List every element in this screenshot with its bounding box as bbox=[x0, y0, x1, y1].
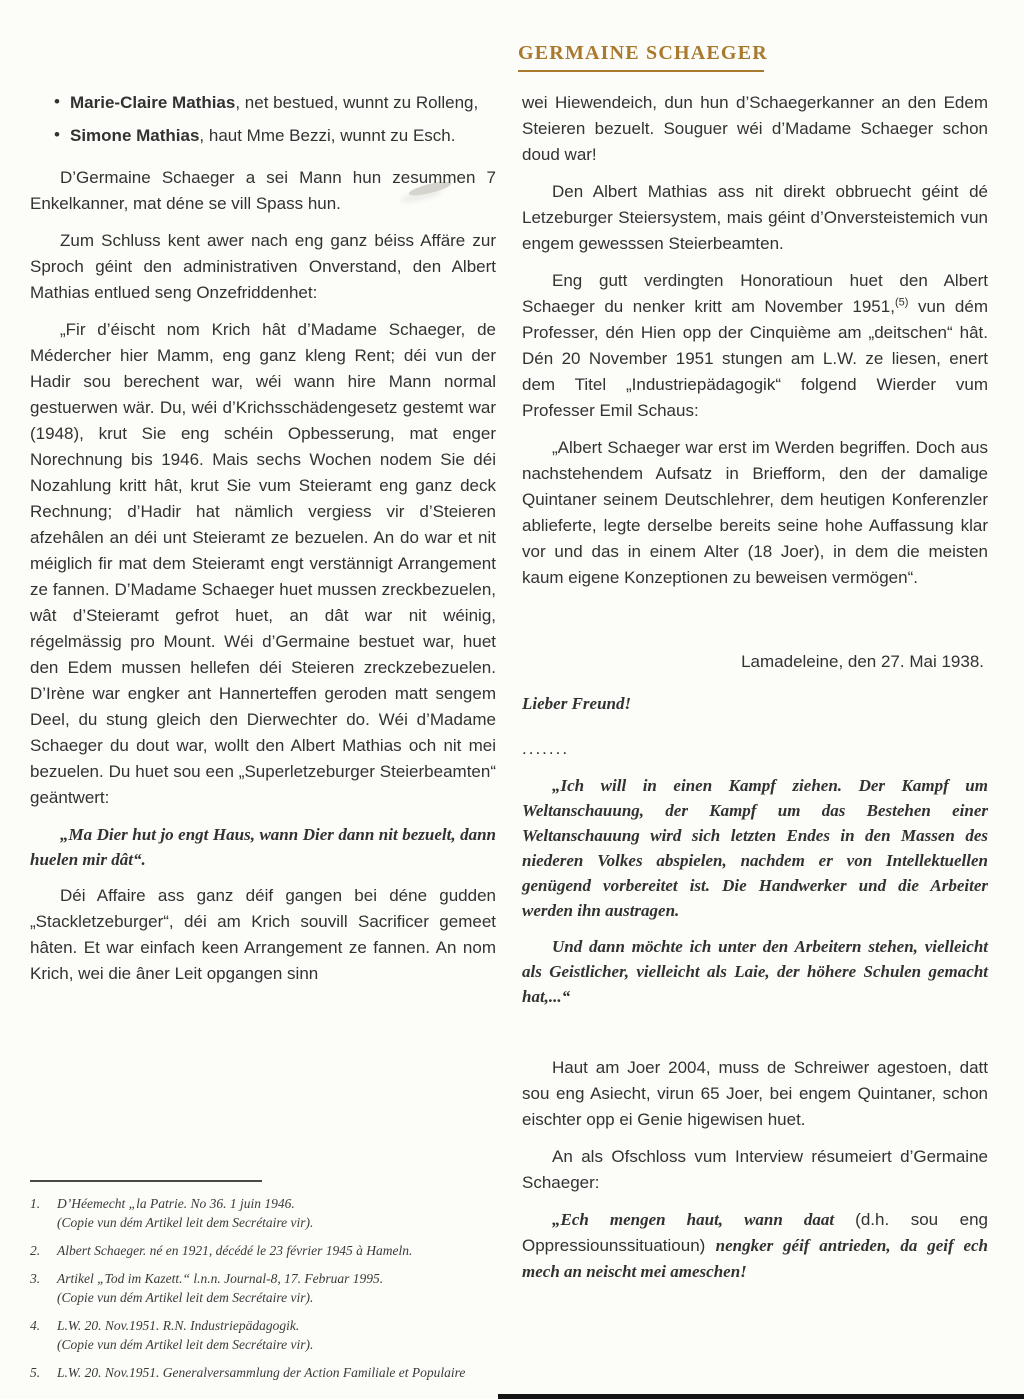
paragraph: „Albert Schaeger war erst im Werden begriffen. Doch aus nachstehendem Aufsatz in Briefform, den der damalige Quintaner seinem Deutschlehrer, dem heutigen Konferenzler ablieferte, legte derselbe bereits seine hohe Auffassung klar vor und das in einem Alter (18 Joer), in dem die meisten kaum eigene Konzeptionen zu beweisen vermögen“. bbox=[522, 438, 988, 587]
quote-text: nengker géif antrieden, da geif ech mech an neischt mei ameschen! bbox=[522, 1236, 988, 1281]
paragraph-text: Eng gutt verdingten Honoratioun huet den Albert Schaeger du nenker kritt am November 1951, bbox=[522, 271, 988, 316]
footnote-body bbox=[57, 1241, 412, 1260]
paragraph: Den Albert Mathias ass nit direkt obbruecht géint dé Letzeburger Steiersystem, mais géint d’Onversteistemich vun engem gewesssen Steierbeamten. bbox=[522, 182, 988, 253]
list-item bbox=[30, 123, 496, 149]
footnote bbox=[30, 1241, 500, 1260]
footnote bbox=[30, 1316, 500, 1354]
person-name: Marie-Claire Mathias bbox=[70, 93, 236, 112]
paragraph bbox=[522, 268, 988, 424]
letter-dateline: Lamadeleine, den 27. Mai 1938. bbox=[741, 652, 984, 671]
list-item bbox=[30, 90, 496, 116]
letter-quote: „Ich will in einen Kampf ziehen. Der Kampf um Weltanschauung, der Kampf um das Bestehen einer Weltanschauung wird sich letzten Endes in den Massen des niederen Volkes abspielen, nachdem er von Intellektuellen genügend vorbereitet ist. Die Handwerker und die Arbeiter werden ihn austragen. bbox=[522, 776, 988, 920]
footnote-divider bbox=[30, 1180, 262, 1182]
footnote-text: Albert Schaeger. né en 1921, décédé le 23 février 1945 à Hameln. bbox=[57, 1243, 413, 1258]
footnote bbox=[30, 1269, 500, 1307]
closing-quote-paragraph bbox=[522, 1207, 988, 1285]
footnote-text: D’Héemecht „la Patrie. No 36. 1 juin 1946. bbox=[57, 1196, 295, 1211]
footnote-note: (Copie vun dém Artikel leit dem Secrétaire vir). bbox=[57, 1337, 314, 1352]
footnote-body bbox=[57, 1194, 313, 1232]
text-columns bbox=[30, 90, 988, 1296]
paragraph-text: vun dém Professer, dén Hien opp der Cinquième am „deitschen“ hât. Dén 20 November 1951 stungen am L.W. ze liesen, enert dem Titel „Industriepädagogik“ folgend Wierder vum Professer Emil Schaus: bbox=[522, 297, 988, 420]
paragraph: „Fir d’éischt nom Krich hât d’Madame Schaeger, de Médercher hier Mamm, eng ganz kleng Rent; déi vun der Hadir sou berechent war, wéi wann hire Mann normal gestuerwen wär. Du, wéi d’Krichsschädengesetz gestemt war (1948), krut Sie eng schéin Opbesserung, mat enger Norechnung bis 1946. Mais sechs Wochen nodem Sie déi Nozahlung kritt hât, krut Sie vum Steieramt eng ganz deck Rechnung; d’Hadir hat nämlich vergiess vir d’Steieren afzehâlen an déi unt Steieramt ze bezuelen. An do war et nit méiglich fir mat dem Steieramt engt verstännigt Arrangement ze fannen. D’Madame Schaeger huet mussen zreckbezuelen, wât d’Steieramt gefrot huet, an dât war nit wéinig, régelmässig pro Mount. Wéi d’Germaine bestuet war, huet den Edem mussen hellefen déi Steieren zreckzebezuelen. D’Irène war engker ant Hannerteffen geroden matt sengem Deel, du stung gleich den Dierwechter do. Wéi d’Madame Schaeger du dout war, wollt den Albert Mathias och nit mei bezuelen. Du huet sou een „Superletzeburger Steierbeamten“ geäntwert: bbox=[30, 320, 496, 807]
footnotes-section bbox=[30, 1180, 500, 1391]
footnote-text: L.W. 20. Nov.1951. Generalversammlung der Action Familiale et Populaire bbox=[57, 1365, 466, 1380]
daughters-list bbox=[30, 90, 496, 149]
page-edge-line bbox=[498, 1394, 1024, 1399]
footnote-number: 3. bbox=[30, 1271, 41, 1286]
quote-paragraph: „Ma Dier hut jo engt Haus, wann Dier dann nit bezuelt, dann huelen mir dât“. bbox=[30, 825, 496, 869]
footnote-text: L.W. 20. Nov.1951. R.N. Industriepädagogik. bbox=[57, 1318, 300, 1333]
paragraph: An als Ofschloss vum Interview résumeiert d’Germaine Schaeger: bbox=[522, 1147, 988, 1192]
paragraph: D’Germaine Schaeger a sei Mann hun zesummen 7 Enkelkanner, mat déne se vill Spass hun. bbox=[30, 168, 496, 213]
footnote-note: (Copie vun dém Artikel leit dem Secrétaire vir). bbox=[57, 1215, 314, 1230]
footnote-body bbox=[57, 1269, 383, 1307]
footnote-note: (Copie vun dém Artikel leit dem Secrétaire vir). bbox=[57, 1290, 314, 1305]
letter-salutation: Lieber Freund! bbox=[522, 694, 632, 713]
footnote-text: Artikel „Tod im Kazett.“ l.n.n. Journal-8, 17. Februar 1995. bbox=[57, 1271, 384, 1286]
letter-quote: Und dann möchte ich unter den Arbeitern stehen, vielleicht als Geistlicher, vielleicht als Laie, der höhere Schulen gemacht hat,...“ bbox=[522, 937, 988, 1006]
footnote bbox=[30, 1194, 500, 1232]
footnote-body bbox=[57, 1363, 465, 1382]
paragraph: Zum Schluss kent awer nach eng ganz béiss Affäre zur Sproch géint den administrativen Onverstand, den Albert Mathias entlued seng Onzefriddenhet: bbox=[30, 231, 496, 302]
footnote bbox=[30, 1363, 500, 1382]
footnote-reference: (5) bbox=[894, 296, 909, 309]
paragraph: wei Hiewendeich, dun hun d’Schaegerkanner an den Edem Steieren bezuelt. Souguer wéi d’Madame Schaeger schon doud war! bbox=[522, 93, 988, 164]
paragraph: Haut am Joer 2004, muss de Schreiwer agestoen, datt sou eng Asiecht, virun 65 Joer, bei engem Quintaner, schon eischter opp ei Genie higewisen huet. bbox=[522, 1058, 988, 1129]
bullet-icon: • bbox=[54, 92, 60, 111]
quote-text: „Ech mengen haut, wann daat bbox=[552, 1210, 856, 1229]
footnote-number: 1. bbox=[30, 1196, 41, 1211]
person-detail: , net bestued, wunnt zu Rolleng, bbox=[235, 93, 479, 112]
footnote-number: 5. bbox=[30, 1365, 41, 1380]
footnote-number: 2. bbox=[30, 1243, 41, 1258]
letter-ellipsis: ....... bbox=[522, 739, 570, 758]
left-column bbox=[30, 90, 496, 998]
parenthetical-text: (d.h. sou eng Oppressiounssituatioun) bbox=[522, 1210, 988, 1255]
person-name: Simone Mathias bbox=[70, 126, 200, 145]
right-column bbox=[522, 90, 988, 1296]
footnote-body bbox=[57, 1316, 313, 1354]
page-title: GERMAINE SCHAEGER bbox=[518, 42, 764, 72]
paragraph: Déi Affaire ass ganz déif gangen bei déne gudden „Stackletzeburger“, déi am Krich souvill Sacrificer gemeet hâten. Et war einfach keen Arrangement ze fannen. An nom Krich, wei die âner Leit opgangen sinn bbox=[30, 886, 496, 983]
footnote-number: 4. bbox=[30, 1318, 41, 1333]
person-detail: , haut Mme Bezzi, wunnt zu Esch. bbox=[199, 126, 456, 145]
bullet-icon: • bbox=[54, 125, 60, 144]
